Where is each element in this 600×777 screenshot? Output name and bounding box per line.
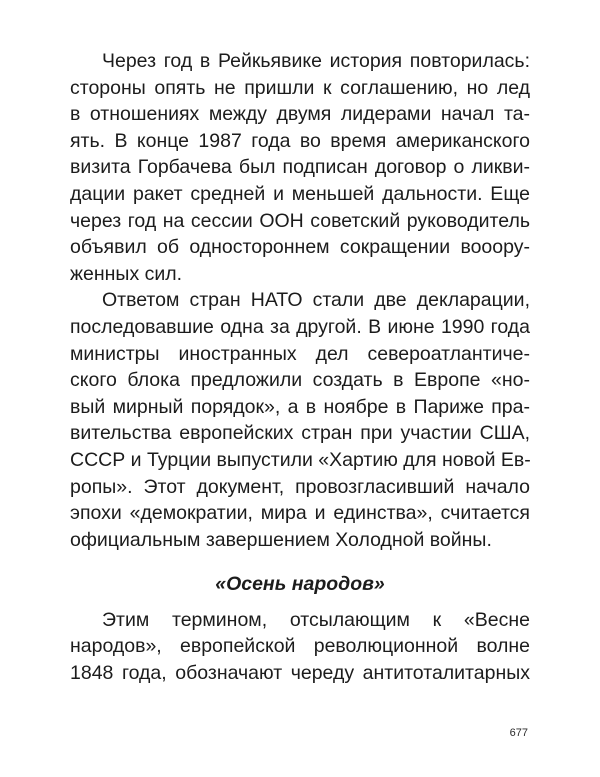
text-line: вый мирный порядок», а в ноябре в Париже пра-: [70, 395, 530, 418]
text-line: визита Горбачева был подписан договор о ликви-: [70, 156, 530, 179]
text-line: Через год в Рейкьявике история повторилась:: [102, 50, 530, 72]
text-line: ять. В конце 1987 года во время американского: [70, 129, 530, 152]
paragraph-2: [70, 287, 530, 553]
text-line: вительства европейских стран при участии США,: [70, 422, 530, 445]
text-line: Этим термином, отсылающим к «Весне: [102, 608, 530, 631]
text-line: народов», европейской революционной волне: [70, 635, 530, 658]
text-line: стороны опять не пришли к соглашению, но лед: [70, 76, 530, 99]
text-line: ского блока предложили создать в Европе «но-: [70, 369, 530, 392]
page-number: 677: [509, 727, 528, 739]
text-line: официальным завершением Холодной войны.: [70, 528, 492, 551]
section-heading: «Осень народов»: [215, 573, 385, 596]
text-line: ропы». Этот документ, провозгласивший начало: [70, 475, 530, 498]
text-line: СССР и Турции выпустили «Хартию для новой Ев-: [70, 448, 531, 471]
text-line: дации ракет средней и меньшей дальности. Еще: [70, 182, 530, 205]
text-line: через год на сессии ООН советский руководитель: [70, 209, 530, 232]
page-text: [70, 48, 530, 687]
text-line: в отношениях между двумя лидерами начал та-: [70, 103, 530, 126]
paragraph-1: [70, 48, 530, 287]
text-line: Ответом стран НАТО стали две декларации,: [102, 289, 530, 312]
text-line: министры иностранных дел североатлантиче-: [70, 342, 530, 365]
text-line: объявил об одностороннем сокращении вооору-: [70, 236, 530, 259]
paragraph-3: [70, 607, 530, 687]
text-line: 1848 года, обозначают череду антитоталитарных: [70, 662, 530, 685]
text-line: женных сил.: [70, 262, 183, 285]
text-line: эпохи «демократии, мира и единства», считается: [70, 502, 530, 525]
text-line: последовавшие одна за другой. В июне 1990 года: [70, 315, 530, 338]
